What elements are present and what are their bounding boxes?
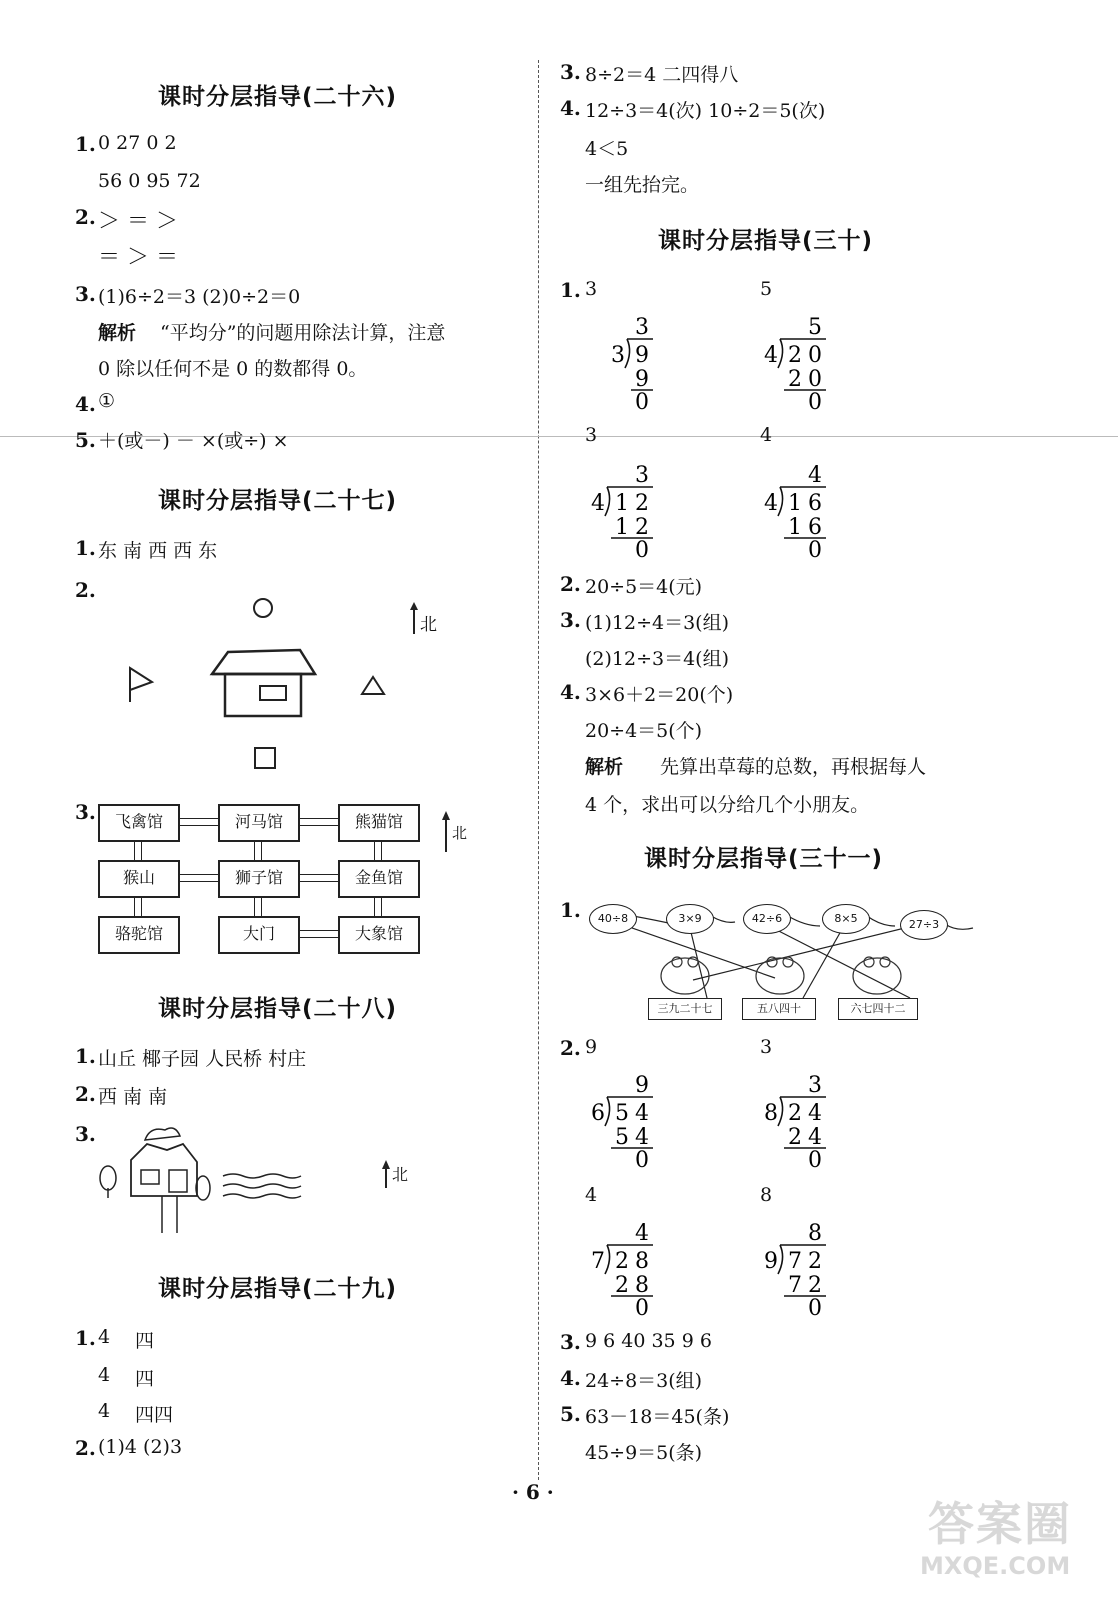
q3-number: 3. [560, 60, 581, 84]
q2-number: 2. [560, 1036, 581, 1060]
section-title-26: 课时分层指导(二十六) [158, 84, 398, 110]
s30-q4-analysis-2: 4 个，求出可以分给几个小朋友。 [585, 794, 870, 816]
s26-q2-line2: ＝ ＞ ＝ [98, 245, 178, 270]
product-digit: 9 [635, 367, 649, 392]
s30-q1-answer: 3 [585, 424, 598, 446]
q1-number: 1. [75, 1044, 96, 1068]
expression-bubble: 3×9 [666, 904, 714, 934]
s26-q3-analysis-2: 0 除以任何不是 0 的数都得 0。 [98, 358, 368, 380]
dividend-digit: 1 [788, 491, 802, 516]
frog-icon [853, 957, 901, 994]
divisor-digit: 8 [764, 1101, 778, 1126]
village-drawing [95, 1118, 315, 1238]
long-division [758, 1218, 838, 1318]
q4-number: 4. [560, 680, 581, 704]
q3-number: 3. [75, 1122, 96, 1146]
multiplication-rhyme-tag: 三九二十七 [648, 998, 722, 1020]
division-bracket [625, 339, 630, 368]
section-title-27: 课时分层指导(二十七) [158, 488, 398, 514]
s30-q4-line2: 20÷4＝5(个) [585, 720, 703, 742]
top-q4-line2: 4＜5 [585, 138, 629, 160]
path-connector [300, 874, 338, 882]
division-bracket [778, 339, 783, 368]
dividend-digit: 4 [635, 1101, 649, 1126]
s26-q3-analysis: “平均分”的问题用除法计算，注意 [160, 322, 446, 344]
path-connector [134, 898, 142, 916]
division-bracket [778, 1097, 783, 1126]
dividend-digit: 2 [808, 1249, 822, 1274]
dividend-digit: 0 [808, 343, 822, 368]
expression-bubble: 42÷6 [743, 904, 791, 934]
divisor-digit: 9 [764, 1249, 778, 1274]
dividend-digit: 8 [635, 1249, 649, 1274]
q3-number: 3. [75, 282, 96, 306]
long-division [585, 1070, 665, 1170]
s31-q2-answer: 8 [760, 1184, 773, 1206]
q3-number: 3. [560, 1330, 581, 1354]
s31-q5-line1: 63－18＝45(条) [585, 1406, 730, 1428]
remainder-digit: 0 [808, 390, 822, 412]
section-title-30: 课时分层指导(三十) [658, 228, 874, 254]
zoo-box-birds: 飞禽馆 [98, 804, 180, 842]
s29-q1-word: 四 [135, 1368, 155, 1390]
zoo-box-hippo: 河马馆 [218, 804, 300, 842]
division-bracket [778, 487, 783, 516]
s29-q1-word: 四四 [135, 1404, 174, 1426]
path-connector [300, 818, 338, 826]
long-division [758, 460, 838, 560]
path-connector [254, 842, 262, 860]
dividend-digit: 6 [808, 491, 822, 516]
quotient-digit: 4 [635, 1221, 649, 1246]
s30-q2-answer: 20÷5＝4(元) [585, 576, 703, 598]
q2-number: 2. [75, 205, 96, 229]
product-digit: 6 [808, 515, 822, 540]
q1-number: 1. [75, 536, 96, 560]
division-bracket [605, 1245, 610, 1274]
product-digit: 0 [808, 367, 822, 392]
s28-q2-answer: 西 南 南 [98, 1086, 168, 1108]
s31-q3-answer: 9 6 40 35 9 6 [585, 1330, 712, 1352]
multiplication-rhyme-tag: 六七四十二 [838, 998, 918, 1020]
s27-q1-answer: 东 南 西 西 东 [98, 540, 218, 562]
quotient-digit: 8 [808, 1221, 822, 1246]
s31-q2-answer: 4 [585, 1184, 598, 1206]
quotient-digit: 3 [635, 315, 649, 340]
q4-number: 4. [560, 1366, 581, 1390]
north-label: 北 [420, 615, 437, 635]
q3-number: 3. [75, 800, 96, 824]
path-connector [374, 842, 382, 860]
dividend-digit: 9 [635, 343, 649, 368]
zoo-box-goldfish: 金鱼馆 [338, 860, 420, 898]
divisor-digit: 3 [611, 343, 625, 368]
remainder-digit: 0 [635, 538, 649, 560]
long-division [758, 1070, 838, 1170]
s30-q3-line1: (1)12÷4＝3(组) [585, 612, 730, 634]
path-connector [180, 874, 218, 882]
flag-marker [130, 668, 152, 702]
product-digit: 2 [615, 1273, 629, 1298]
product-digit: 7 [788, 1273, 802, 1298]
section-title-28: 课时分层指导(二十八) [158, 996, 398, 1022]
long-division [758, 312, 838, 412]
remainder-digit: 0 [808, 1296, 822, 1318]
zoo-box-lion: 狮子馆 [218, 860, 300, 898]
zoo-box-gate: 大门 [218, 916, 300, 954]
product-digit: 1 [615, 515, 629, 540]
dividend-digit: 2 [635, 491, 649, 516]
s30-q4-line1: 3×6＋2＝20(个) [585, 684, 734, 706]
divisor-digit: 4 [764, 343, 778, 368]
triangle-marker [362, 677, 384, 694]
remainder-digit: 0 [635, 390, 649, 412]
s30-q1-answer: 4 [760, 424, 773, 446]
q2-number: 2. [75, 1082, 96, 1106]
section-title-29: 课时分层指导(二十九) [158, 1276, 398, 1302]
s26-q4-answer: ① [98, 390, 116, 412]
s26-q1-line2: 56 0 95 72 [98, 170, 201, 192]
analysis-label: 解析 [98, 322, 137, 344]
multiplication-rhyme-tag: 五八四十 [742, 998, 816, 1020]
divisor-digit: 7 [591, 1249, 605, 1274]
q2-number: 2. [560, 572, 581, 596]
house-drawing [212, 650, 315, 716]
zoo-box-monkey-hill: 猴山 [98, 860, 180, 898]
dividend-digit: 2 [615, 1249, 629, 1274]
path-connector [180, 818, 218, 826]
quotient-digit: 4 [808, 463, 822, 488]
expression-bubble: 27÷3 [900, 910, 948, 940]
page-number: · 6 · [512, 1480, 554, 1504]
top-q4-line3: 一组先抬完。 [585, 174, 700, 196]
circle-marker [254, 599, 272, 617]
section-title-31: 课时分层指导(三十一) [644, 846, 884, 872]
s31-q5-line2: 45÷9＝5(条) [585, 1442, 703, 1464]
long-division [585, 1218, 665, 1318]
q1-number: 1. [560, 278, 581, 302]
zoo-box-panda: 熊猫馆 [338, 804, 420, 842]
s29-q1-word: 四 [135, 1330, 155, 1352]
direction-map-house [110, 590, 470, 775]
watermark-url: MXQE.COM [920, 1552, 1071, 1580]
square-marker [255, 748, 275, 768]
path-connector [300, 930, 338, 938]
product-digit: 2 [635, 515, 649, 540]
remainder-digit: 0 [808, 1148, 822, 1170]
product-digit: 2 [788, 367, 802, 392]
column-divider [538, 60, 539, 1480]
watermark-logo: 答案圈 [928, 1497, 1072, 1551]
remainder-digit: 0 [635, 1296, 649, 1318]
dividend-digit: 2 [788, 1101, 802, 1126]
s30-q3-line2: (2)12÷3＝4(组) [585, 648, 730, 670]
division-bracket [605, 487, 610, 516]
dividend-digit: 4 [808, 1101, 822, 1126]
division-bracket [778, 1245, 783, 1274]
s29-q1-value: 4 [98, 1326, 111, 1348]
s29-q2-answer: (1)4 (2)3 [98, 1436, 183, 1458]
q4-number: 4. [560, 96, 581, 120]
top-q3-answer: 8÷2＝4 二四得八 [585, 64, 739, 86]
dividend-digit: 5 [615, 1101, 629, 1126]
q4-number: 4. [75, 392, 96, 416]
s26-q5-answer: ＋(或－) － ×(或÷) × [98, 430, 289, 452]
dividend-digit: 1 [615, 491, 629, 516]
north-arrow-icon [440, 808, 452, 854]
q3-number: 3. [560, 608, 581, 632]
product-digit: 5 [615, 1125, 629, 1150]
analysis-label: 解析 [585, 756, 624, 778]
product-digit: 2 [788, 1125, 802, 1150]
path-connector [134, 842, 142, 860]
zoo-box-elephant: 大象馆 [338, 916, 420, 954]
divisor-digit: 4 [591, 491, 605, 516]
path-connector [254, 898, 262, 916]
product-digit: 4 [808, 1125, 822, 1150]
q2-number: 2. [75, 1436, 96, 1460]
quotient-digit: 5 [808, 315, 822, 340]
product-digit: 4 [635, 1125, 649, 1150]
north-arrow-icon [380, 1158, 392, 1190]
divisor-digit: 6 [591, 1101, 605, 1126]
q1-number: 1. [560, 898, 581, 922]
s26-q1-line1: 0 27 0 2 [98, 132, 177, 154]
dividend-digit: 2 [788, 343, 802, 368]
product-digit: 1 [788, 515, 802, 540]
north-label: 北 [452, 824, 468, 842]
quotient-digit: 3 [635, 463, 649, 488]
s30-q1-answer: 5 [760, 278, 773, 300]
q1-number: 1. [75, 132, 96, 156]
frog-icon [756, 957, 804, 994]
divisor-digit: 4 [764, 491, 778, 516]
top-q4-line1: 12÷3＝4(次) 10÷2＝5(次) [585, 100, 826, 122]
remainder-digit: 0 [808, 538, 822, 560]
remainder-digit: 0 [635, 1148, 649, 1170]
zoo-box-camel: 骆驼馆 [98, 916, 180, 954]
q5-number: 5. [75, 428, 96, 452]
s30-q4-analysis: 先算出草莓的总数，再根据每人 [660, 756, 927, 778]
s31-q2-answer: 3 [760, 1036, 773, 1058]
path-connector [374, 898, 382, 916]
s29-q1-value: 4 [98, 1400, 111, 1422]
product-digit: 2 [808, 1273, 822, 1298]
long-division [585, 460, 665, 560]
s29-q1-value: 4 [98, 1364, 111, 1386]
north-label: 北 [392, 1165, 409, 1184]
s26-q2-line1: ＞ ＝ ＞ [98, 209, 178, 234]
quotient-digit: 3 [808, 1073, 822, 1098]
s31-q4-answer: 24÷8＝3(组) [585, 1370, 703, 1392]
s31-q2-answer: 9 [585, 1036, 598, 1058]
q1-number: 1. [75, 1326, 96, 1350]
product-digit: 8 [635, 1273, 649, 1298]
dividend-digit: 7 [788, 1249, 802, 1274]
s28-q1-answer: 山丘 椰子园 人民桥 村庄 [98, 1048, 307, 1070]
s30-q1-answer: 3 [585, 278, 598, 300]
quotient-digit: 9 [635, 1073, 649, 1098]
expression-bubble: 8×5 [822, 904, 870, 934]
q5-number: 5. [560, 1402, 581, 1426]
division-bracket [605, 1097, 610, 1126]
long-division [585, 312, 665, 412]
q2-number: 2. [75, 578, 96, 602]
s26-q3-line1: (1)6÷2＝3 (2)0÷2＝0 [98, 286, 301, 308]
expression-bubble: 40÷8 [589, 904, 637, 934]
